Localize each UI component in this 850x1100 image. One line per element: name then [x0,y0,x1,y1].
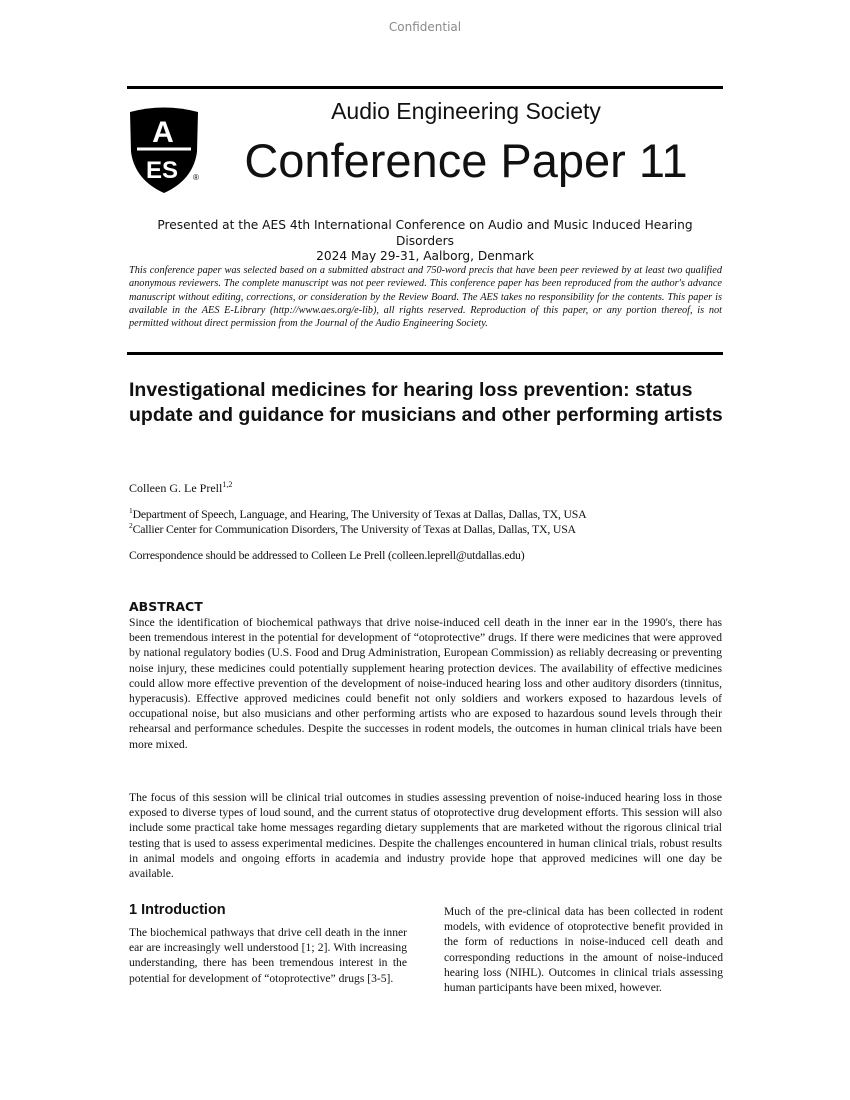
affiliation-1 [129,506,723,522]
presented-line-1: Presented at the AES 4th International Conference on Audio and Music Induced Hearing Disorders [157,218,693,248]
presented-line-2: 2024 May 29-31, Aalborg, Denmark [316,249,534,263]
author-name: Colleen G. Le Prell [129,481,223,495]
abstract-heading: ABSTRACT [129,599,203,614]
header-rule-top [127,86,723,89]
section-heading-introduction: 1 Introduction [129,902,226,918]
confidential-watermark: Confidential [388,20,462,34]
abstract-paragraph-2: The focus of this session will be clinical trial outcomes in studies assessing prevention of noise-induced hearing loss in those exposed to diverse types of loud sound, and the current status of otoprotective drug development efforts. This session will also include some practical take home messages regarding dietary supplements that are marketed without the rigorous clinical trial testing that is used to assess experimental medicines. Despite the challenges encountered in human clinical trials, robust results in animal models and ongoing efforts in academia and industry provide hope that approved medicines will one day be available. [129,791,722,881]
affiliation-2-mark: 2 [129,521,133,530]
affiliation-1-mark: 1 [129,506,133,515]
logo-letters-es: ES [145,157,179,184]
correspondence: Correspondence should be addressed to Colleen Le Prell (colleen.leprell@utdallas.edu) [129,548,525,562]
aes-logo [127,106,202,194]
logo-registered-mark: ® [193,173,199,182]
affiliation-2 [129,521,723,537]
abstract-paragraph-1: Since the identification of biochemical pathways that drive noise-induced cell death in the inner ear in the 1990's, there has been tremendous interest in the potential for development of “otoprotective” drugs. If there were medicines that were approved by national regulatory bodies (U.S. Food and Drug Administration, European Commission) as reliably decreasing or preventing noise injury, these medicines could potentially supplement hearing protection devices. The availability of effective medicines could allow more effective prevention of the development of noise-induced hearing loss and other auditory disorders (tinnitus, hyperacusis). Effective approved medicines could benefit not only soldiers and workers exposed to hazardous levels of occupational noise, but also musicians and other performing artists who are exposed to hazardous sound levels through their rehearsal and performance schedules. Despite the successes in rodent models, the outcomes in human clinical trials have been more mixed. [129,616,722,751]
introduction-left-column: The biochemical pathways that drive cell death in the inner ear are increasingly well understood [1; 2]. With increasing understanding, there has been tremendous interest in the potential for development of “otoprotective” drugs [3-5]. [129,926,407,985]
presented-at [127,218,723,265]
society-name: Audio Engineering Society [331,98,601,124]
affiliation-1-text: Department of Speech, Language, and Hearing, The University of Texas at Dallas, Dallas, TX, USA [132,506,587,521]
introduction-right-column: Much of the pre-clinical data has been collected in rodent models, with evidence of otoprotective benefit provided in the form of reductions in noise-induced cell death and corresponding reductions in the amount of noise-induced hearing loss (NIHL). Outcomes in clinical trials assessing human participants have been mixed, however. [444,905,723,995]
logo-letter-a: A [152,116,174,149]
author-affiliation-marks: 1,2 [222,480,233,489]
affiliation-2-text: Callier Center for Communication Disorders, The University of Texas at Dallas, Dallas, TX, USA [132,521,576,536]
review-disclaimer: This conference paper was selected based on a submitted abstract and 750-word precis that have been peer reviewed by at least two qualified anonymous reviewers. The complete manuscript was not peer reviewed. This conference paper has been reproduced from the author's advance manuscript without editing, corrections, or consideration by the Review Board. The AES takes no responsibility for the contents. This paper is available in the AES E-Library (http://www.aes.org/e-lib), all rights reserved. Reproduction of this paper, or any portion thereof, is not permitted without direct permission from the Journal of the Audio Engineering Society. [129,265,722,330]
author-line [129,480,232,496]
header-rule-bottom [127,352,723,355]
paper-title: Investigational medicines for hearing loss prevention: status update and guidance for musicians and other performing artists [129,379,723,426]
conference-paper-label: Conference Paper 11 [244,134,688,187]
